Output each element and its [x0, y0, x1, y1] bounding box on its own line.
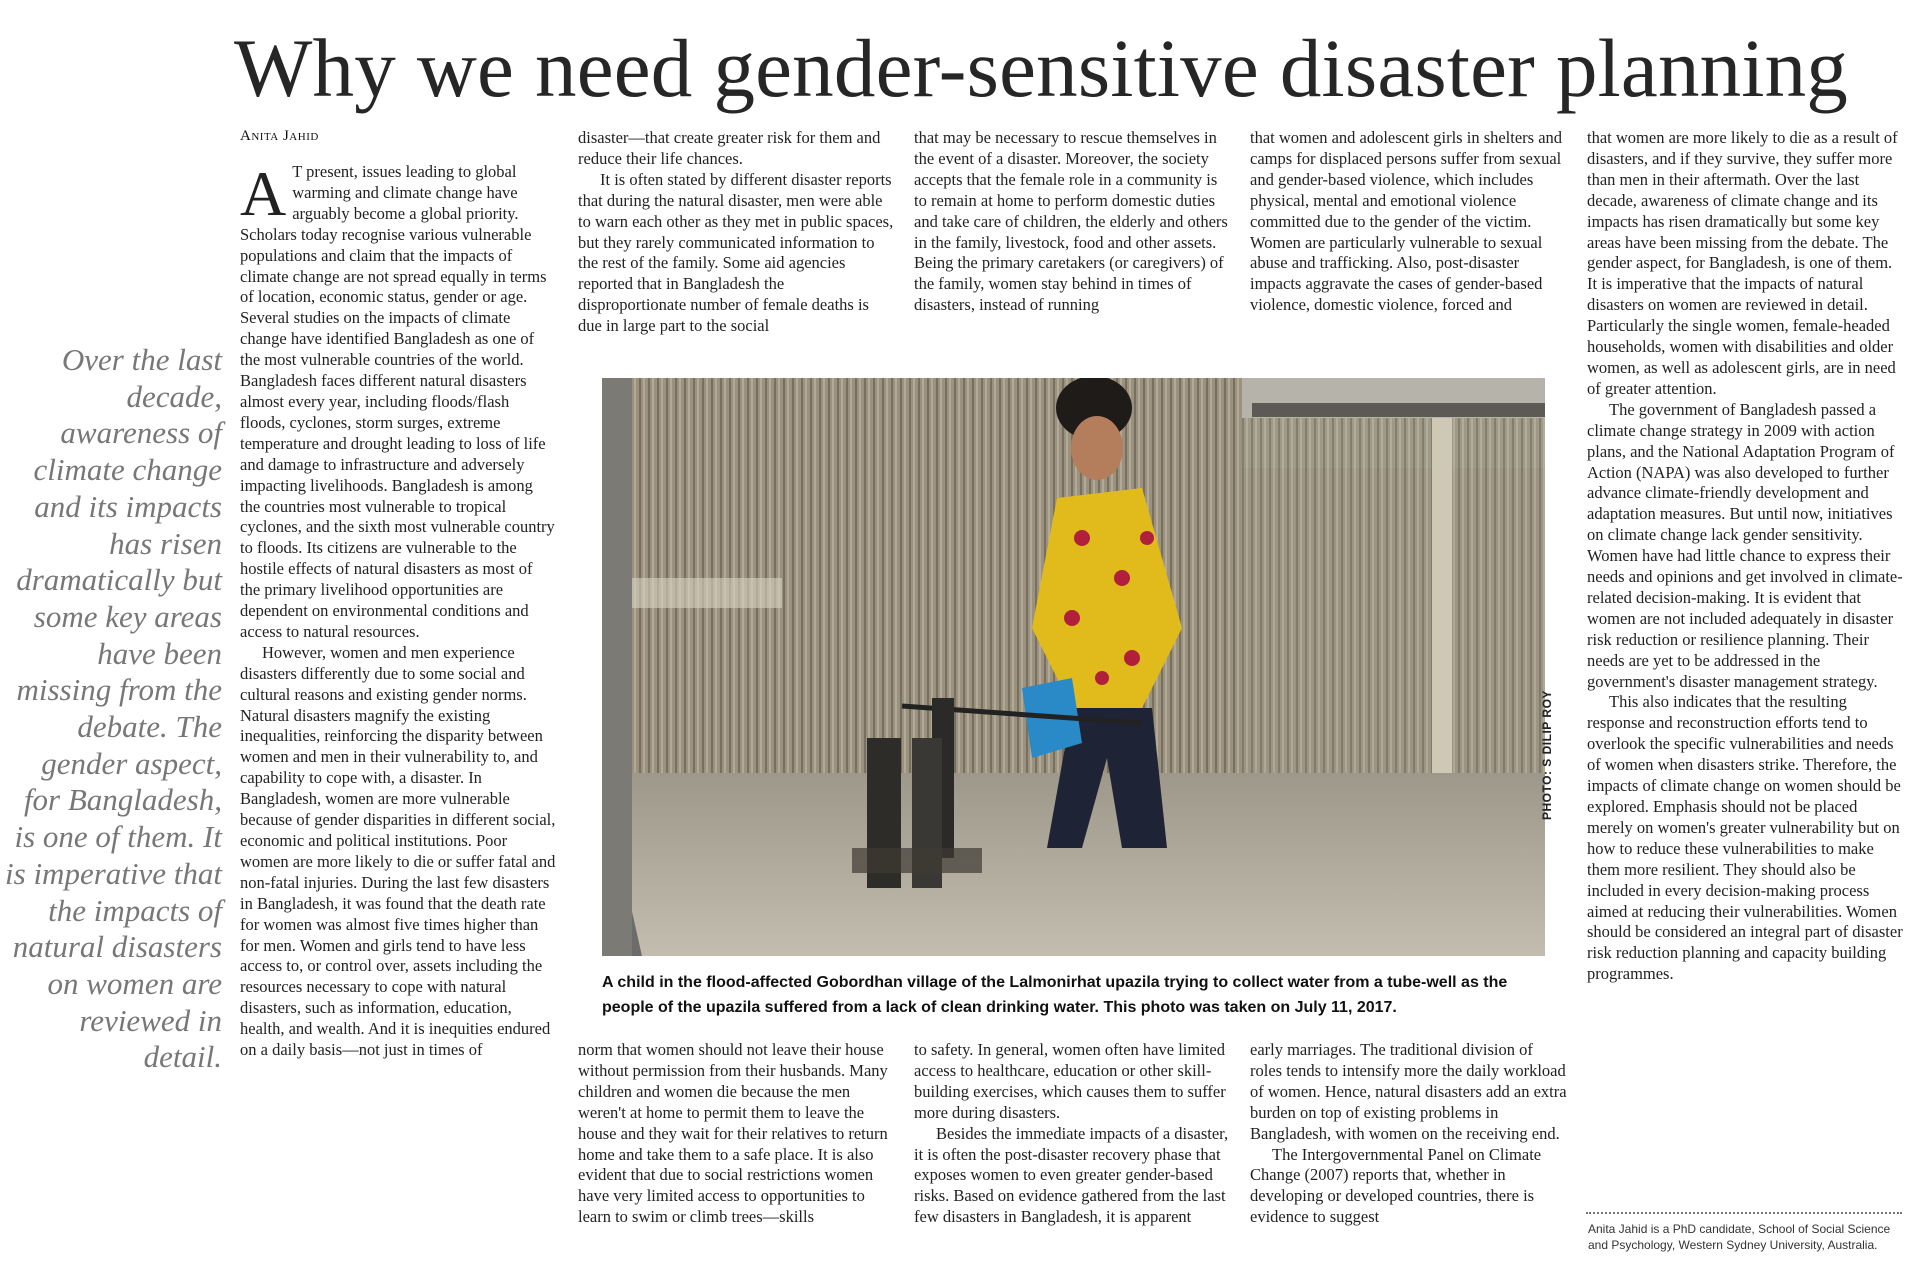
paragraph: The Intergovernmental Panel on Climate Change (2007) reports that, whether in developing or developed countries, there is evidence to suggest — [1250, 1144, 1542, 1227]
article-column-5 — [1587, 128, 1905, 1208]
paragraph — [240, 162, 556, 643]
headline: Why we need gender-sensitive disaster planning — [234, 22, 1849, 114]
photo-caption: A child in the flood-affected Gobordhan village of the Lalmonirhat upazila trying to collect water from a tube-well as the people of the upazila suffered from a lack of clean drinking water. This photo was taken on July 11, 2017. — [602, 974, 1508, 1016]
paragraph: However, women and men experience disasters differently due to some social and cultural reasons and existing gender norms. Natural disasters magnify the existing inequalities, reinforcing the disparity between women and men in their vulnerability to, and capability to cope with, a disaster. In Bangladesh, women are more vulnerable because of gender disparities in different social, economic and political institutions. Poor women are more likely to die or suffer fatal and non-fatal injuries. During the last few disasters in Bangladesh, it was found that the death rate for women was almost five times higher than for men. Women and girls tend to have less access to, or control over, assets including the resources necessary to cope with natural disasters, such as information, education, health, and wealth. And it is inequities endured on a daily basis—not just in times of — [240, 642, 556, 1060]
paragraph: It is often stated by different disaster reports that during the natural disaster, men were able to warn each other as they met in public spaces, but they rarely communicated information to the rest of the family. Some aid agencies reported that in Bangladesh the disproportionate number of female deaths is due in large part to the social — [578, 169, 894, 336]
article-column-1 — [240, 162, 556, 1272]
flood-photo — [602, 378, 1545, 956]
bio-divider — [1586, 1212, 1902, 1214]
article-column-2-bottom — [578, 1040, 894, 1276]
paragraph: early marriages. The traditional division of roles tends to intensify more the daily workload of women. Hence, natural disasters add an extra burden on top of existing problems in Bangladesh, with women on the receiving end. — [1250, 1040, 1567, 1143]
paragraph: This also indicates that the resulting response and reconstruction efforts tend to overlook the specific vulnerabilities and needs of women when disasters strike. Therefore, the impacts of climate change on women should be explored. Emphasis should not be placed merely on women's greater vulnerability but on how to reduce these vulnerabilities to make them more resilient. They should also be included in every decision-making process aimed at reducing their vulnerabilities. Women should be considered an integral part of disaster risk reduction planning and capacity building programmes. — [1587, 692, 1903, 984]
article-column-3-top — [914, 128, 1230, 360]
article-column-2-top — [578, 128, 894, 360]
paragraph: to safety. In general, women often have limited access to healthcare, education or other skill-building exercises, which causes them to suffer more during disasters. — [914, 1040, 1226, 1122]
paragraph: that women are more likely to die as a result of disasters, and if they survive, they suffer more than men in their aftermath. Over the last decade, awareness of climate change and its impacts has risen dramatically but some key areas have been missing from the debate. The gender aspect, for Bangladesh, is one of them. It is imperative that the impacts of natural disasters on women are reviewed in detail. Particularly the single women, female-headed households, women with disabilities and older women, as well as adolescent girls, are in need of greater attention. — [1587, 128, 1898, 398]
byline: Anita Jahid — [240, 128, 319, 144]
paragraph: The government of Bangladesh passed a climate change strategy in 2009 with action plans, and the National Adaptation Program of Action (NAPA) was also developed to further advance climate-friendly development and adaptation measures. But until now, initiatives on climate change lack gender sensitivity. Women have had little chance to express their needs and opinions and get involved in climate-related decision-making. It is evident that women are not included adequately in disaster risk reduction or resilience planning. Their needs are yet to be addressed in the government's disaster management strategy. — [1587, 399, 1903, 691]
author-bio: Anita Jahid is a PhD candidate, School of Social Science and Psychology, Western Sydney University, Australia. — [1588, 1222, 1891, 1252]
paragraph: norm that women should not leave their house without permission from their husbands. Many children and women die because the men weren't at home to permit them to leave the house and they wait for their relatives to return home and take them to a safe place. It is also evident that due to social restrictions women have very limited access to opportunities to learn to swim or climb trees—skills — [578, 1040, 888, 1227]
article-column-4-bottom — [1250, 1040, 1568, 1276]
paragraph: that women and adolescent girls in shelters and camps for displaced persons suffer from sexual and gender-based violence, which includes physical, mental and emotional violence committed due to the gender of the victim. Women are particularly vulnerable to sexual abuse and trafficking. Also, post-disaster impacts aggravate the cases of gender-based violence, domestic violence, forced and — [1250, 128, 1563, 315]
flood-photo-illustration — [602, 378, 1545, 956]
pull-quote: Over the last decade, awareness of climate change and its impacts has risen dramatically but some key areas have been missing from the debate. The gender aspect, for Bangladesh, is one of them. It is imperative that the impacts of natural disasters on women are reviewed in detail. — [5, 342, 222, 1075]
article-column-4-top — [1250, 128, 1568, 360]
paragraph: disaster—that create greater risk for them and reduce their life chances. — [578, 128, 881, 168]
photo-credit: PHOTO: S DILIP ROY — [1540, 690, 1554, 820]
article-column-3-bottom — [914, 1040, 1230, 1276]
paragraph: Besides the immediate impacts of a disaster, it is often the post-disaster recovery phase that exposes women to even greater gender-based risks. Based on evidence gathered from the last few disasters in Bangladesh, it is apparent — [914, 1123, 1229, 1227]
drop-cap: A — [240, 162, 287, 229]
paragraph-text: T present, issues leading to global warming and climate change have arguably become a global priority. Scholars today recognise various vulnerable populations and claim that the impacts of climate change are not spread equally in terms of location, economic status, gender or age. Several studies on the impacts of climate change have identified Bangladesh as one of the most vulnerable countries of the world. Bangladesh faces different natural disasters almost every year, including floods/flash floods, cyclones, storm surges, extreme temperature and drought leading to loss of life and damage to infrastructure and adversely impacting livelihoods. Bangladesh is among the countries most vulnerable to tropical cyclones, and the sixth most vulnerable country to floods. Its citizens are vulnerable to the hostile effects of natural disasters as most of the primary livelihood opportunities are dependent on environmental conditions and access to natural resources. — [240, 162, 555, 641]
paragraph: that may be necessary to rescue themselves in the event of a disaster. Moreover, the society accepts that the female role in a community is to remain at home to perform domestic duties and take care of children, the elderly and others in the family, livestock, food and other assets. Being the primary caretakers (or caregivers) of the family, women stay behind in times of disasters, instead of running — [914, 128, 1228, 315]
